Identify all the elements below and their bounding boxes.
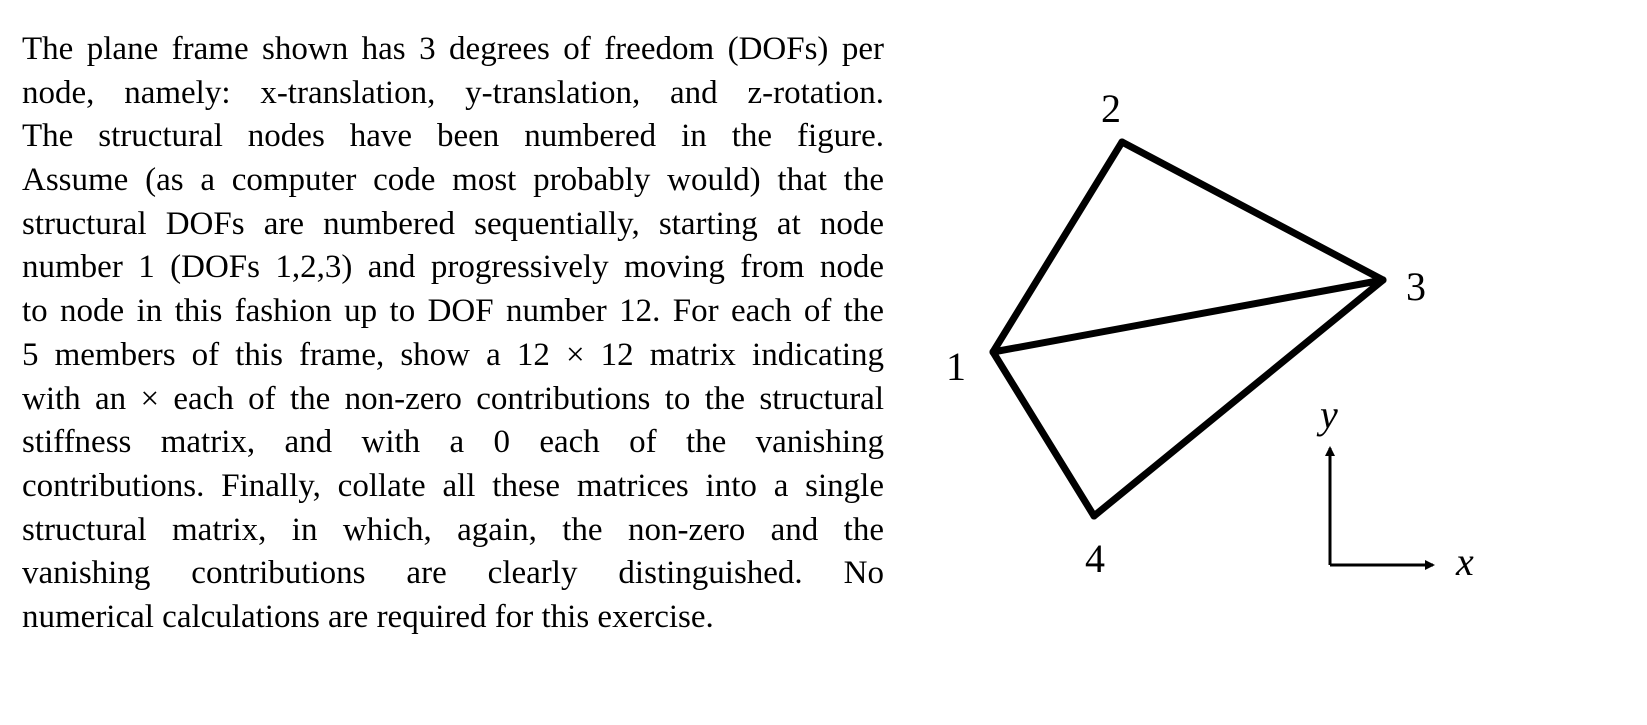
member-1-4 [993, 352, 1094, 516]
problem-line: node, namely: x-translation, y-translation, and z-rotation. [22, 74, 884, 111]
problem-line: Assume (as a computer code most probably would) that the [22, 162, 884, 199]
problem-line: The structural nodes have been numbered in the figure. [22, 118, 884, 155]
member-4-3 [1094, 280, 1383, 516]
member-2-3 [1122, 142, 1383, 280]
problem-line: to node in this fashion up to DOF number 12. For each of the [22, 293, 884, 330]
problem-line: contributions. Finally, collate all these matrices into a single [22, 467, 884, 504]
problem-line: structural DOFs are numbered sequentially, starting at node [22, 205, 884, 242]
member-1-3 [993, 280, 1383, 352]
problem-line: number 1 (DOFs 1,2,3) and progressively moving from node [22, 249, 884, 286]
problem-line: 5 members of this frame, show a 12 × 12 matrix indicating [22, 336, 884, 373]
problem-statement [22, 28, 884, 640]
problem-line: vanishing contributions are clearly distinguished. No [22, 555, 884, 592]
node-label-1: 1 [946, 344, 966, 389]
problem-line: The plane frame shown has 3 degrees of freedom (DOFs) per [22, 31, 884, 67]
node-label-2: 2 [1101, 86, 1121, 131]
node-label-3: 3 [1406, 264, 1426, 309]
problem-line: stiffness matrix, and with a 0 each of the vanishing [22, 424, 884, 461]
node-label-4: 4 [1085, 536, 1105, 581]
member-1-2 [993, 142, 1122, 352]
x-axis-label: x [1456, 539, 1474, 584]
coordinate-axes [1316, 392, 1474, 584]
y-axis-label: y [1320, 392, 1338, 437]
node-labels [946, 86, 1426, 581]
frame-figure [930, 70, 1490, 630]
frame-members [993, 142, 1383, 516]
problem-line: with an × each of the non-zero contributions to the structural [22, 380, 884, 417]
problem-line: numerical calculations are required for this exercise. [22, 598, 714, 635]
problem-line: structural matrix, in which, again, the non-zero and the [22, 511, 884, 548]
